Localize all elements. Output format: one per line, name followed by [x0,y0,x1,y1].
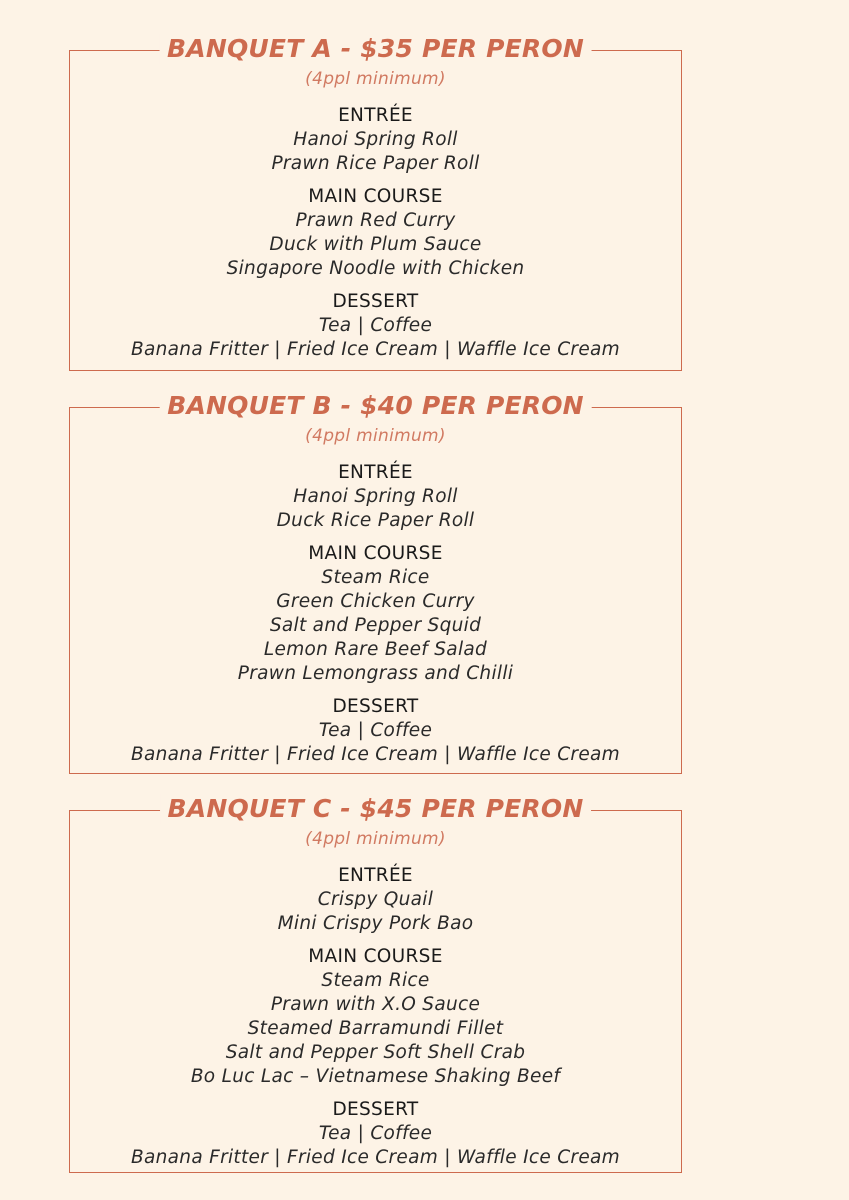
course-heading: MAIN COURSE [308,186,443,207]
dish-item: Singapore Noodle with Chicken [226,258,525,279]
banquet-c-title: BANQUET C - $45 PER PERON [160,794,592,824]
dish-item: Salt and Pepper Soft Shell Crab [225,1042,526,1063]
banquet-b-menu [70,461,681,776]
banquet-b-dessert [70,695,681,767]
dish-item: Banana Fritter | Fried Ice Cream | Waffle Ice Cream [131,1147,620,1168]
banquet-a-dessert [70,290,681,362]
course-heading: DESSERT [332,1099,419,1120]
dish-item: Prawn Lemongrass and Chilli [237,663,514,684]
banquet-c-main-course [70,945,681,1089]
dish-item: Green Chicken Curry [276,591,475,612]
dish-item: Steam Rice [321,567,430,588]
dish-item: Steam Rice [321,970,430,991]
dish-item: Tea | Coffee [318,720,433,741]
banquet-b-card [69,391,682,774]
banquet-c-menu [70,864,681,1179]
course-heading: MAIN COURSE [308,543,443,564]
banquet-c-card [69,794,682,1173]
banquet-c-entree [70,864,681,936]
dish-item: Lemon Rare Beef Salad [263,639,488,660]
dish-item: Tea | Coffee [318,1123,433,1144]
dish-item: Salt and Pepper Squid [269,615,482,636]
banquet-a-title: BANQUET A - $35 PER PERON [159,34,592,64]
dish-item: Duck with Plum Sauce [269,234,482,255]
course-heading: DESSERT [332,291,419,312]
course-heading: ENTRÉE [338,462,413,483]
dish-item: Hanoi Spring Roll [293,486,458,507]
banquet-b-entree [70,461,681,533]
banquet-b-minimum-note: (4ppl minimum) [305,426,446,446]
banquet-a-entree [70,104,681,176]
dish-item: Banana Fritter | Fried Ice Cream | Waffle Ice Cream [131,339,620,360]
dish-item: Prawn Rice Paper Roll [271,153,480,174]
dish-item: Crispy Quail [317,889,434,910]
dish-item: Prawn Red Curry [295,210,456,231]
dish-item: Mini Crispy Pork Bao [277,913,474,934]
dish-item: Steamed Barramundi Fillet [247,1018,504,1039]
banquet-a-main-course [70,185,681,281]
banquet-c-dessert [70,1098,681,1170]
dish-item: Hanoi Spring Roll [293,129,458,150]
banquet-a-menu [70,104,681,371]
course-heading: ENTRÉE [338,105,413,126]
banquet-a-minimum-note: (4ppl minimum) [305,69,446,89]
dish-item: Tea | Coffee [318,315,433,336]
banquet-b-title: BANQUET B - $40 PER PERON [159,391,592,421]
banquet-a-card [69,34,682,371]
course-heading: ENTRÉE [338,865,413,886]
dish-item: Duck Rice Paper Roll [276,510,475,531]
course-heading: MAIN COURSE [308,946,443,967]
dish-item: Banana Fritter | Fried Ice Cream | Waffle Ice Cream [131,744,620,765]
dish-item: Prawn with X.O Sauce [270,994,481,1015]
banquet-b-main-course [70,542,681,686]
banquet-c-minimum-note: (4ppl minimum) [305,829,446,849]
course-heading: DESSERT [332,696,419,717]
dish-item: Bo Luc Lac – Vietnamese Shaking Beef [190,1066,561,1087]
